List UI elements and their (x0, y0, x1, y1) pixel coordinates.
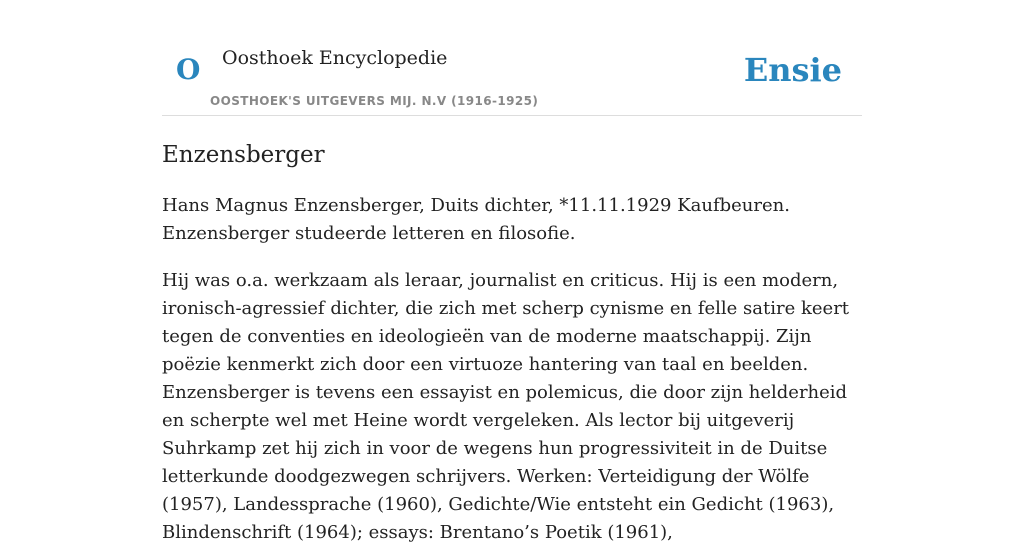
source-title-link[interactable]: Oosthoek Encyclopedie (222, 47, 448, 69)
entry-paragraph: Hij was o.a. werkzaam als leraar, journalist en criticus. Hij is een modern, ironisch-agressief dichter, die zich met scherp cynisme en felle satire keert tegen de conventies en ideologieën van de moderne maatschappij. Zijn poëzie kenmerkt zich door een virtuoze hantering van taal en beelden. Enzensberger is tevens een essayist en polemicus, die door zijn helderheid en scherpte wel met Heine wordt vergeleken. Als lector bij uitgeverij Suhrkamp zet hij zich in voor de wegens hun progressiviteit in de Duitse letterkunde doodgezwegen schrijvers. Werken: Verteidigung der Wölfe (1957), Landessprache (1960), Gedichte/Wie entsteht ein Gedicht (1963), Blindenschrift (1964); essays: Brentano’s Poetik (1961), (162, 270, 850, 543)
source-subtitle: OOSTHOEK'S UITGEVERS MIJ. N.V (1916-1925) (210, 94, 539, 108)
source-header (162, 0, 862, 116)
entry-title: Enzensberger (162, 142, 325, 168)
entry-paragraph: Hans Magnus Enzensberger, Duits dichter, *11.11.1929 Kaufbeuren. Enzensberger studeerde letteren en filosofie. (162, 195, 790, 244)
article-page (162, 0, 862, 547)
ensie-logo-link[interactable]: Ensie (743, 51, 842, 89)
source-logo[interactable]: O (176, 53, 201, 86)
